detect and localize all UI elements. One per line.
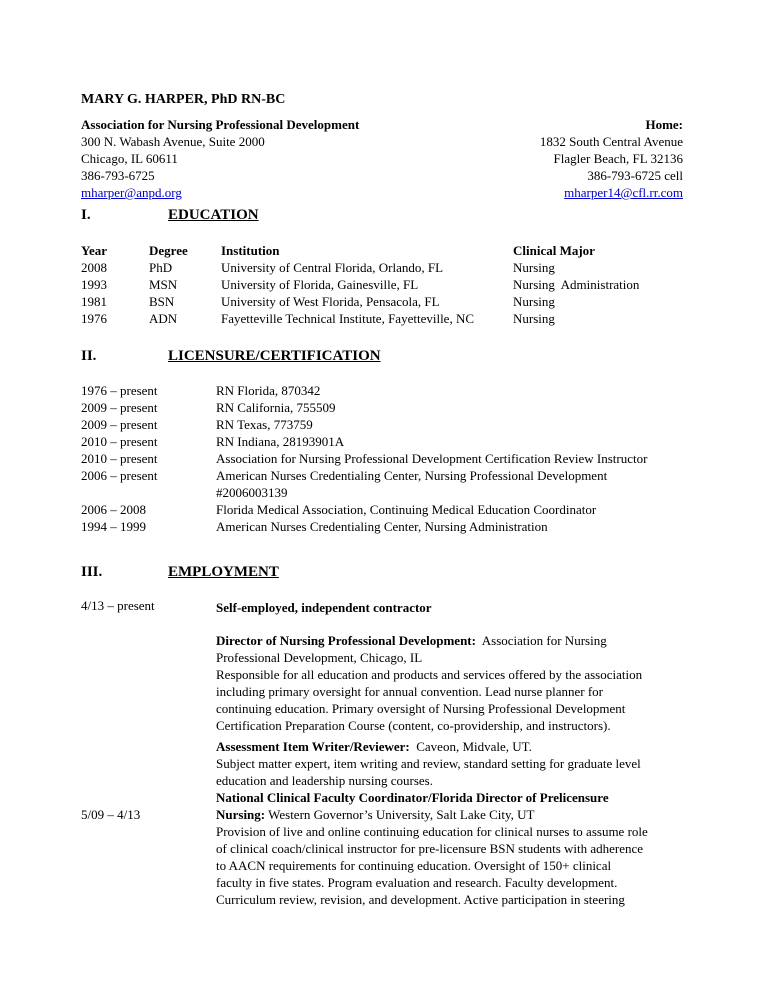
lic-text: American Nurses Credentialing Center, Nursing Professional Development: [216, 468, 608, 483]
education-degree-column: [149, 242, 188, 327]
self-employed-heading: [216, 599, 688, 616]
national-desc: of clinical coach/clinical instructor for pre-licensure BSN students with adherence: [216, 841, 644, 856]
section-title: EMPLOYMENT: [168, 564, 279, 580]
national-desc: to AACN requirements for continuing education. Oversight of 150+ clinical: [216, 858, 612, 873]
assessment-desc: education and leadership nursing courses.: [216, 773, 433, 788]
director-org-cont: Professional Development, Chicago, IL: [216, 650, 423, 665]
lic-text: Florida Medical Association, Continuing Medical Education Coordinator: [216, 502, 597, 517]
education-year-column: [81, 242, 107, 327]
lic-dates: 2010 – present: [81, 434, 158, 449]
home-phone: 386-793-6725 cell: [587, 168, 683, 183]
section-number: III.: [81, 564, 103, 580]
national-desc: Curriculum review, revision, and development. Active participation in steering: [216, 892, 625, 907]
lic-dates: 1976 – present: [81, 383, 158, 398]
lic-dates: 2006 – 2008: [81, 502, 146, 517]
header-degree: Degree: [149, 243, 188, 258]
edu-major: Nursing: [513, 294, 555, 309]
education-major-column: [513, 242, 639, 327]
lic-text: Association for Nursing Professional Development Certification Review Instructor: [216, 451, 648, 466]
edu-major: Nursing: [513, 311, 555, 326]
edu-institution: University of Central Florida, Orlando, FL: [221, 260, 444, 275]
director-entry: [216, 632, 688, 734]
section-title: EDUCATION: [168, 207, 259, 223]
edu-year: 1976: [81, 311, 107, 326]
lic-dates: 2009 – present: [81, 417, 158, 432]
edu-institution: University of West Florida, Pensacola, FL: [221, 294, 440, 309]
home-email-link[interactable]: mharper14@cfl.rr.com: [564, 185, 683, 200]
edu-degree: BSN: [149, 294, 175, 309]
resume-name: MARY G. HARPER, PhD RN-BC: [81, 92, 286, 107]
education-institution-column: [221, 242, 474, 327]
national-desc: faculty in five states. Program evaluation and research. Faculty development.: [216, 875, 618, 890]
edu-degree: ADN: [149, 311, 178, 326]
home-city: Flagler Beach, FL 32136: [553, 151, 683, 166]
lic-text: RN Texas, 773759: [216, 417, 313, 432]
director-desc: continuing education. Primary oversight of Nursing Professional Development: [216, 701, 626, 716]
lic-text: RN California, 755509: [216, 400, 336, 415]
national-title: National Clinical Faculty Coordinator/Florida Director of Prelicensure: [216, 790, 609, 805]
work-phone: 386-793-6725: [81, 168, 155, 183]
work-org: Association for Nursing Professional Development: [81, 117, 360, 132]
section-number: I.: [81, 207, 91, 223]
director-desc: including primary oversight for annual convention. Lead nurse planner for: [216, 684, 603, 699]
licensure-descriptions: [216, 382, 686, 535]
national-org: Western Governor’s University, Salt Lake City, UT: [268, 807, 535, 822]
work-address: [81, 116, 359, 201]
employment-date: 5/09 – 4/13: [81, 807, 141, 822]
director-org: Association for Nursing: [481, 633, 607, 648]
work-email-link[interactable]: mharper@anpd.org: [81, 185, 182, 200]
header-institution: Institution: [221, 243, 280, 258]
assessment-title: Assessment Item Writer/Reviewer:: [216, 739, 410, 754]
self-employed: Self-employed, independent contractor: [216, 600, 432, 615]
work-street: 300 N. Wabash Avenue, Suite 2000: [81, 134, 265, 149]
lic-text: RN Florida, 870342: [216, 383, 321, 398]
assessment-org: Caveon, Midvale, UT.: [416, 739, 532, 754]
edu-institution: University of Florida, Gainesville, FL: [221, 277, 419, 292]
edu-year: 2008: [81, 260, 107, 275]
edu-major: Nursing Administration: [513, 277, 640, 292]
lic-text: #2006003139: [216, 485, 288, 500]
lic-dates: 2009 – present: [81, 400, 158, 415]
lic-dates: 2010 – present: [81, 451, 158, 466]
section-licensure-heading: [81, 348, 381, 365]
header-year: Year: [81, 243, 107, 258]
section-employment-heading: [81, 564, 279, 581]
edu-year: 1993: [81, 277, 107, 292]
section-number: II.: [81, 348, 97, 364]
director-desc: Certification Preparation Course (content, co-providership, and instructors).: [216, 718, 611, 733]
national-title-cont: Nursing:: [216, 807, 266, 822]
edu-year: 1981: [81, 294, 107, 309]
section-title: LICENSURE/CERTIFICATION: [168, 348, 381, 364]
home-label: Home:: [645, 117, 683, 132]
employment-date: 4/13 – present: [81, 598, 155, 613]
edu-institution: Fayetteville Technical Institute, Fayetteville, NC: [221, 311, 475, 326]
home-street: 1832 South Central Avenue: [539, 134, 683, 149]
header-major: Clinical Major: [513, 243, 595, 258]
edu-major: Nursing: [513, 260, 555, 275]
licensure-dates: [81, 382, 158, 535]
section-education-heading: [81, 207, 259, 224]
national-desc: Provision of live and online continuing education for clinical nurses to assume role: [216, 824, 648, 839]
home-address: [540, 116, 683, 201]
assessment-desc: Subject matter expert, item writing and review, standard setting for graduate level: [216, 756, 641, 771]
edu-degree: MSN: [149, 277, 178, 292]
lic-text: American Nurses Credentialing Center, Nursing Administration: [216, 519, 548, 534]
assessment-entry: [216, 738, 688, 908]
edu-degree: PhD: [149, 260, 173, 275]
work-city: Chicago, IL 60611: [81, 151, 178, 166]
director-desc: Responsible for all education and products and services offered by the association: [216, 667, 643, 682]
director-title: Director of Nursing Professional Development:: [216, 633, 476, 648]
lic-dates: 1994 – 1999: [81, 519, 146, 534]
lic-text: RN Indiana, 28193901A: [216, 434, 345, 449]
lic-dates: 2006 – present: [81, 468, 158, 483]
